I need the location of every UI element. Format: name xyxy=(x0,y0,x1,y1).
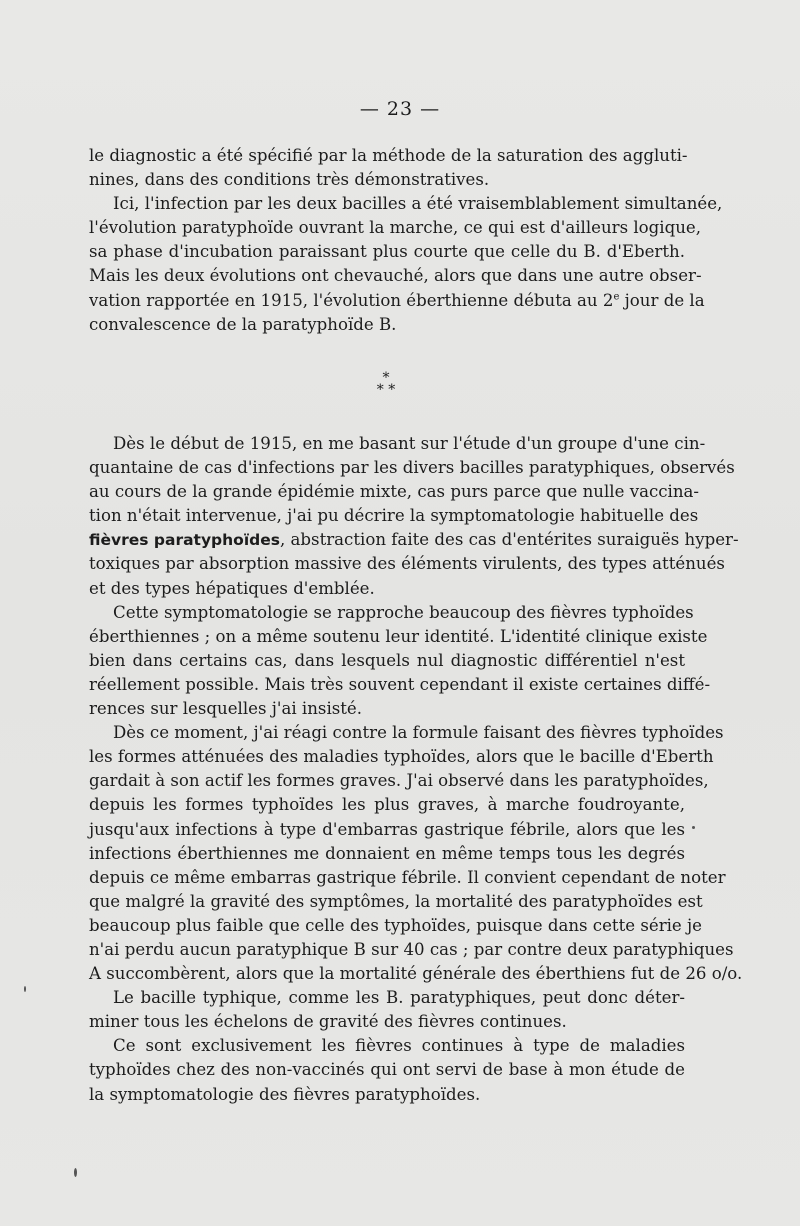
text-line: depuis les formes typhoïdes les plus graves, à marche foudroyante, xyxy=(89,795,685,815)
scan-speck xyxy=(24,986,26,992)
superscript: e xyxy=(613,291,620,303)
text-line: miner tous les échelons de gravité des fièvres continues. xyxy=(89,1012,567,1032)
text-line: fièvres paratyphoïdes, abstraction faite des cas d'entérites suraiguës hyper- xyxy=(89,530,739,550)
text-line: sa phase d'incubation paraissant plus courte que celle du B. d'Eberth. xyxy=(89,242,685,262)
asterism-separator xyxy=(366,372,406,406)
text-line: et des types hépatiques d'emblée. xyxy=(89,578,375,598)
text-line: gardait à son actif les formes graves. J'ai observé dans les paratyphoïdes, xyxy=(89,771,709,791)
text-line: typhoïdes chez des non-vaccinés qui ont servi de base à mon étude de xyxy=(89,1060,685,1080)
text-line: beaucoup plus faible que celle des typhoïdes, puisque dans cette série je xyxy=(89,915,702,935)
text-line: que malgré la gravité des symptômes, la mortalité des paratyphoïdes est xyxy=(89,891,703,911)
bold-term: fièvres paratyphoïdes xyxy=(89,531,280,550)
text-line: Le bacille typhique, comme les B. paratyphiques, peut donc déter- xyxy=(113,988,685,1008)
text-line: tion n'était intervenue, j'ai pu décrire la symptomatologie habituelle des xyxy=(89,506,699,526)
asterism-top: * xyxy=(382,370,390,386)
text-line: au cours de la grande épidémie mixte, cas purs parce que nulle vaccina- xyxy=(89,482,700,502)
page-number: — 23 — xyxy=(359,98,441,120)
text-line: la symptomatologie des fièvres paratyphoïdes. xyxy=(89,1084,481,1104)
scan-speck xyxy=(692,826,695,829)
text-line: quantaine de cas d'infections par les divers bacilles paratyphiques, observés xyxy=(89,458,735,478)
text-line: Mais les deux évolutions ont chevauché, alors que dans une autre obser- xyxy=(89,266,702,286)
text-line: convalescence de la paratyphoïde B. xyxy=(89,314,397,334)
asterism-bottom: * * xyxy=(376,382,396,398)
text-line: jusqu'aux infections à type d'embarras gastrique fébrile, alors que les xyxy=(89,819,685,839)
text-line: les formes atténuées des maladies typhoïdes, alors que le bacille d'Eberth xyxy=(89,747,714,767)
scan-speck xyxy=(74,1168,77,1177)
text-line: vation rapportée en 1915, l'évolution éberthienne débuta au 2e jour de la xyxy=(89,290,705,310)
text-line: le diagnostic a été spécifié par la méthode de la saturation des aggluti- xyxy=(89,146,688,165)
paragraph-block-2 xyxy=(89,432,743,1107)
text-line: rences sur lesquelles j'ai insisté. xyxy=(89,699,363,719)
text-line: Ici, l'infection par les deux bacilles a été vraisemblablement simultanée, xyxy=(113,194,723,214)
text-line: infections éberthiennes me donnaient en même temps tous les degrés xyxy=(89,843,685,863)
text-line: toxiques par absorption massive des éléments virulents, des types atténués xyxy=(89,554,725,574)
paragraph-block-1 xyxy=(89,144,723,337)
text-line: n'ai perdu aucun paratyphique B sur 40 cas ; par contre deux paratyphiques xyxy=(89,939,734,959)
text-line: réellement possible. Mais très souvent cependant il existe certaines diffé- xyxy=(89,674,711,694)
text-line: nines, dans des conditions très démonstratives. xyxy=(89,170,490,190)
text-line: A succombèrent, alors que la mortalité générale des éberthiens fut de 26 o/o. xyxy=(89,964,743,984)
text-line: Dès le début de 1915, en me basant sur l'étude d'un groupe d'une cin- xyxy=(113,434,706,453)
text-line: éberthiennes ; on a même soutenu leur identité. L'identité clinique existe xyxy=(89,626,708,646)
text-line: Dès ce moment, j'ai réagi contre la formule faisant des fièvres typhoïdes xyxy=(113,723,724,743)
text-line: l'évolution paratyphoïde ouvrant la marche, ce qui est d'ailleurs logique, xyxy=(89,218,701,238)
text-line: Cette symptomatologie se rapproche beaucoup des fièvres typhoïdes xyxy=(113,602,694,622)
text-line: bien dans certains cas, dans lesquels nul diagnostic différentiel n'est xyxy=(89,650,685,670)
text-line: depuis ce même embarras gastrique fébrile. Il convient cependant de noter xyxy=(89,867,726,887)
text-line: Ce sont exclusivement les fièvres continues à type de maladies xyxy=(113,1036,685,1056)
